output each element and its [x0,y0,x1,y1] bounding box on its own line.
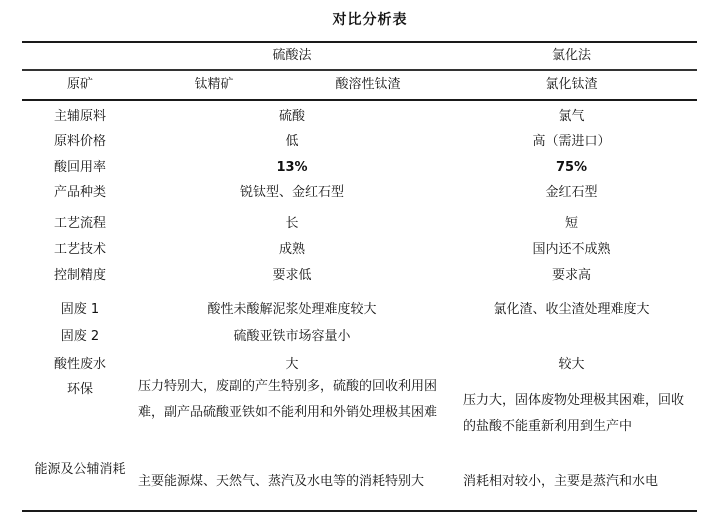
header-raw-ore: 原矿 [66,77,93,92]
row-sulfuric-value: 长 [285,216,299,231]
row-sulfuric-value: 压力特别大，废副的产生特别多，硫酸的回收利用困难，副产品硫酸亚铁如不能利用和外销处理极其困难 [138,379,438,420]
row-sulfuric-value: 硫酸 [278,109,305,124]
row-chloride-value: 短 [564,216,578,231]
row-label: 控制精度 [53,268,106,283]
row-label: 酸性废水 [53,357,106,372]
row-chloride-value: 国内还不成熟 [532,242,611,257]
row-chloride-value: 高（需进口） [532,134,611,149]
row-sulfuric-value: 硫酸亚铁市场容量小 [233,329,351,344]
row-sulfuric-value: 13% [276,160,308,175]
row-label: 原料价格 [53,134,106,149]
row-label: 固废 2 [60,329,100,344]
row-sulfuric-value: 要求低 [272,268,312,283]
table-title: 对比分析表 [332,12,408,28]
header-ore-ilmenite: 钛精矿 [194,77,234,92]
header-ore-chloride-slag: 氯化钛渣 [545,77,598,92]
row-label: 主辅原料 [53,109,106,124]
row-chloride-value: 75% [555,160,588,175]
header-ore-acid-slag: 酸溶性钛渣 [335,77,401,92]
header-sulfuric-method: 硫酸法 [272,48,312,63]
row-sulfuric-value: 低 [285,134,299,149]
row-label: 工艺流程 [53,216,106,231]
bottom-rule [22,510,697,512]
row-sulfuric-value: 锐钛型、金红石型 [239,185,344,200]
row-label: 能源及公辅消耗 [34,462,126,477]
row-label: 产品种类 [53,185,106,200]
row-label: 固废 1 [60,302,100,317]
top-rule [22,41,697,43]
row-label: 酸回用率 [53,160,106,175]
row-chloride-value: 压力大，固体废物处理极其困难，回收的盐酸不能重新利用到生产中 [463,393,685,434]
row-chloride-value: 要求高 [551,268,591,283]
row-chloride-value: 氯气 [558,109,585,124]
row-sulfuric-value: 大 [285,357,299,372]
row-sulfuric-value: 主要能源煤、天然气、蒸汽及水电等的消耗特别大 [138,474,425,489]
header-rule-2 [22,99,697,101]
row-chloride-value: 消耗相对较小，主要是蒸汽和水电 [463,474,659,489]
row-label: 环保 [66,382,93,397]
row-chloride-value: 较大 [558,357,585,372]
header-rule-1 [22,69,697,71]
row-chloride-value: 氯化渣、收尘渣处理难度大 [493,302,650,317]
header-chloride-method: 氯化法 [551,48,591,63]
row-chloride-value: 金红石型 [545,185,598,200]
row-label: 工艺技术 [53,242,106,257]
row-sulfuric-value: 酸性未酸解泥浆处理难度较大 [207,302,377,317]
row-sulfuric-value: 成熟 [278,242,305,257]
